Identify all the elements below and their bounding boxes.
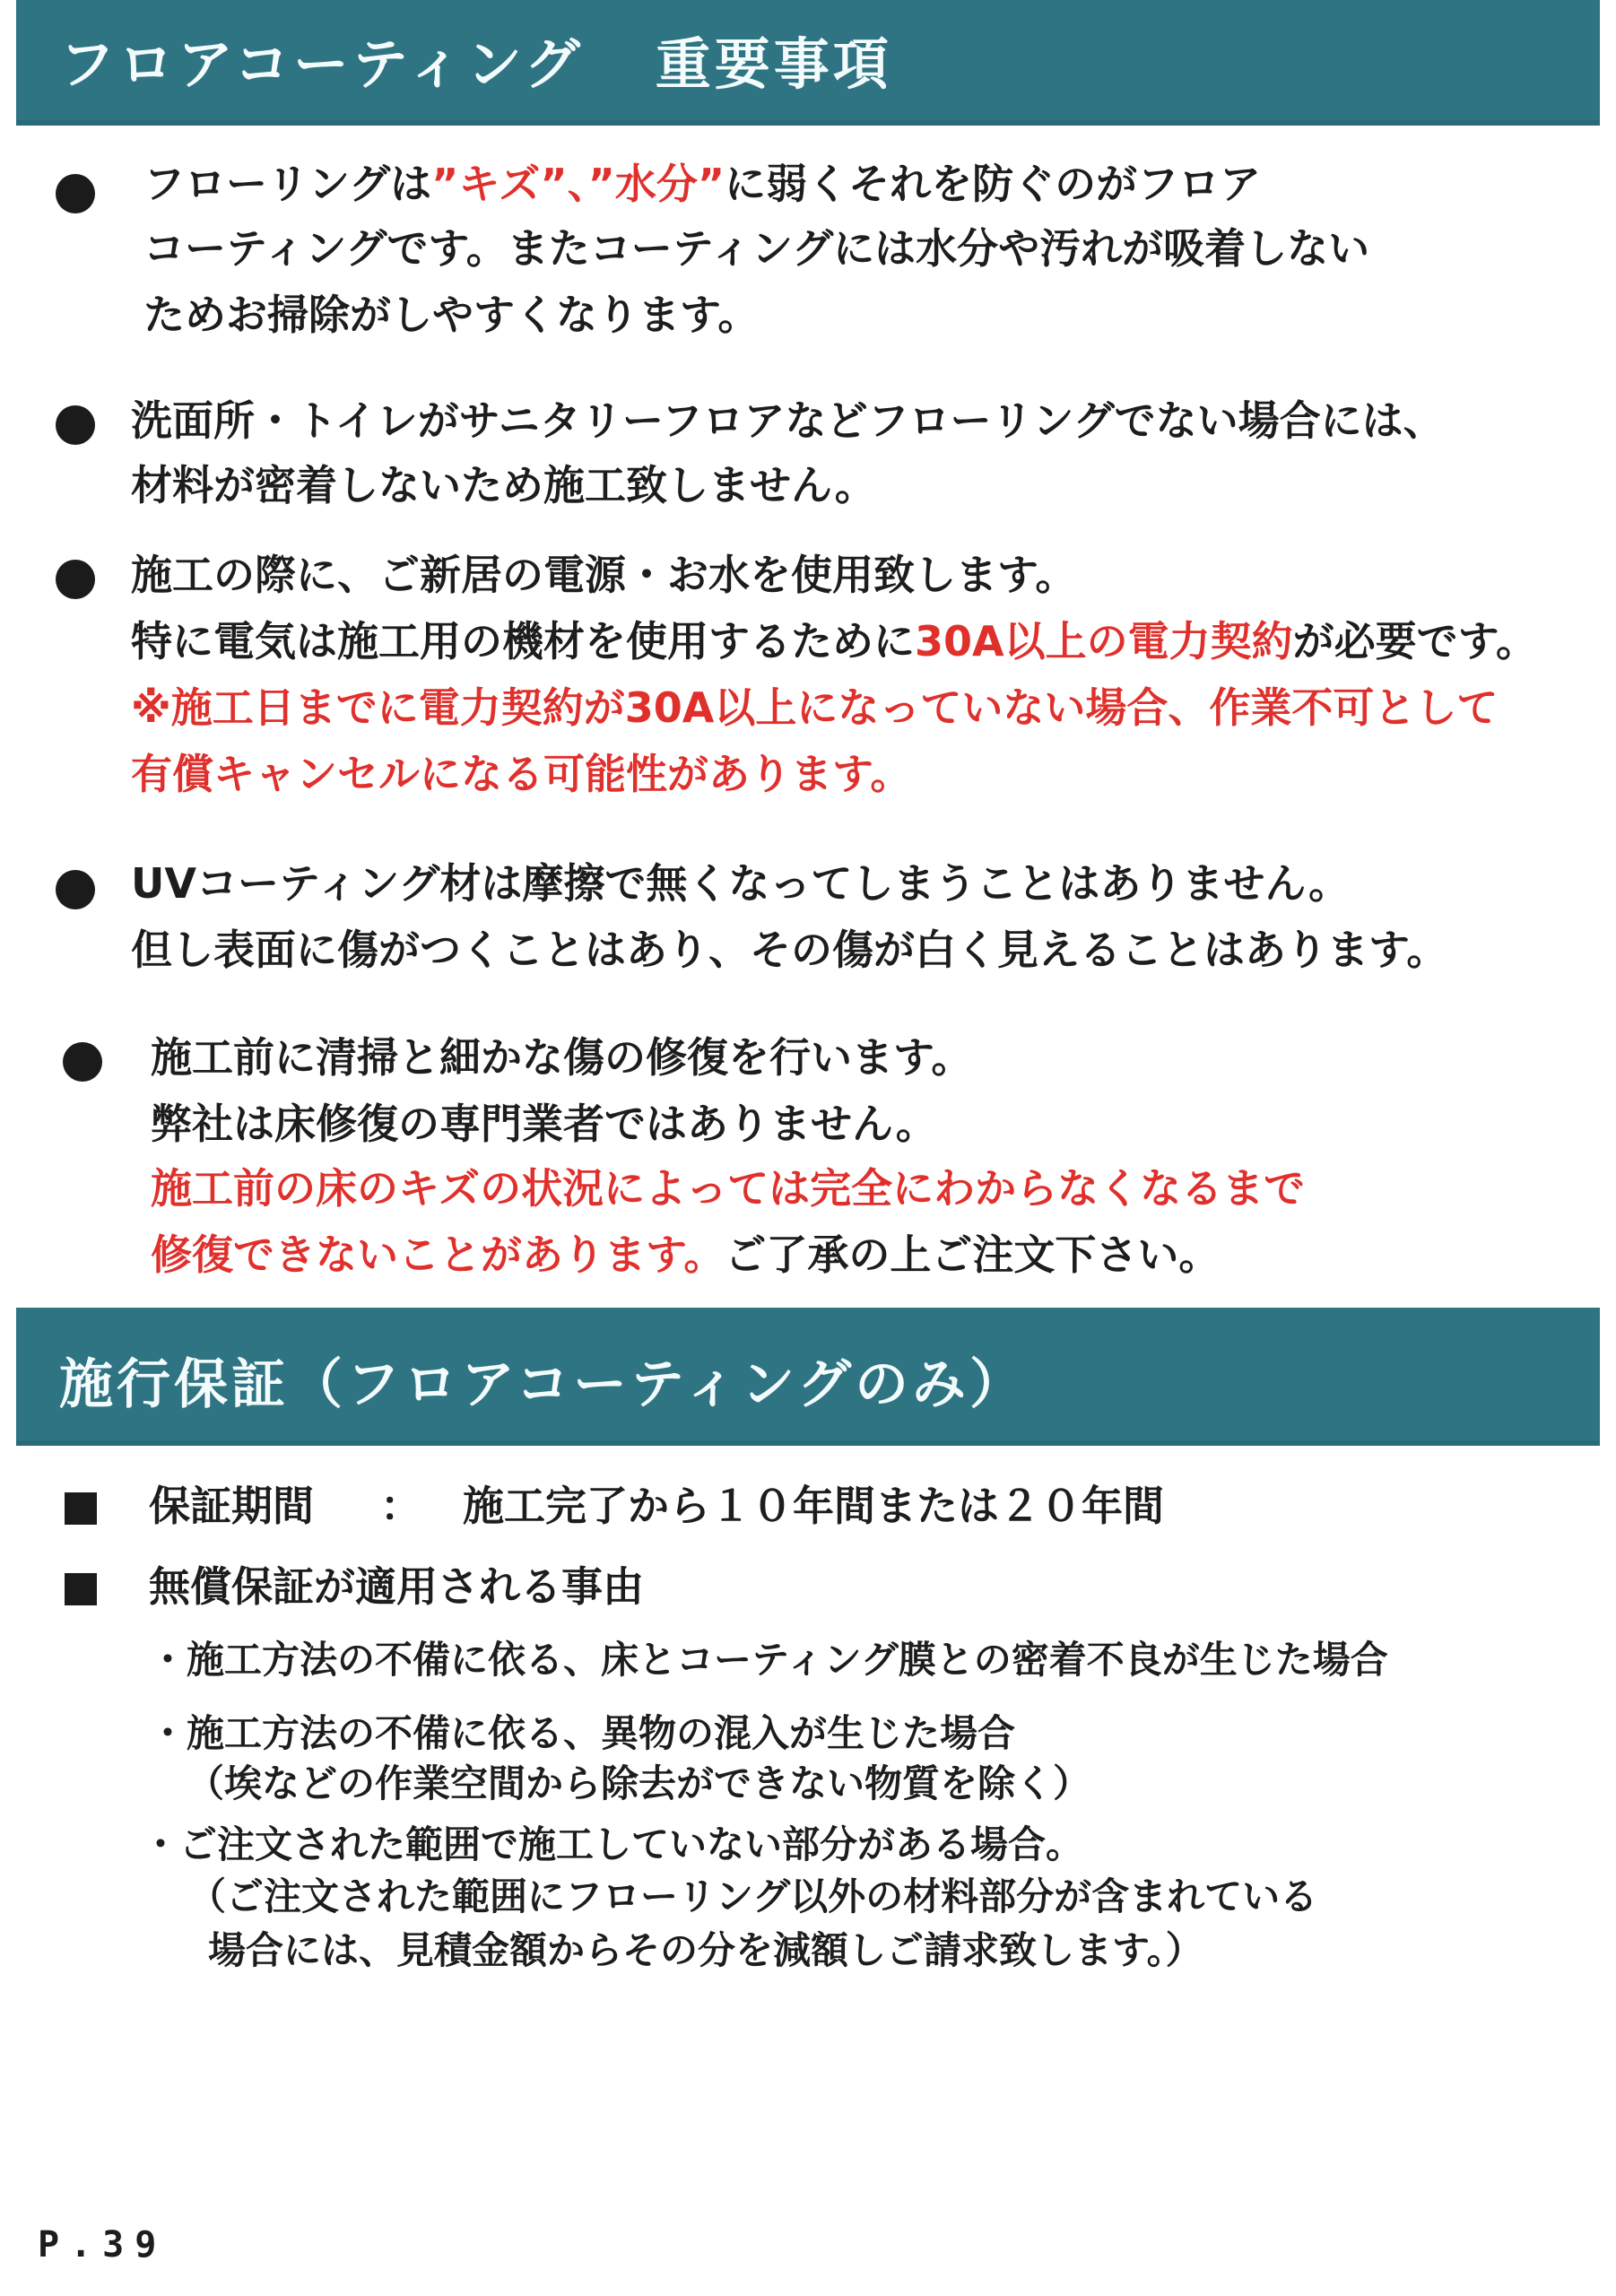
- item5-warning-line2: 修復できないことがあります。: [151, 1231, 725, 1279]
- warranty-period-separator: ：: [380, 1482, 421, 1530]
- bullet-icon: [56, 174, 95, 213]
- bullet-icon: [63, 1042, 102, 1082]
- bullet-icon: [56, 870, 95, 909]
- item5-line4: [151, 1231, 1221, 1279]
- warranty-reasons-title: 無償保証が適用される事由: [149, 1562, 644, 1611]
- section-title: [59, 20, 892, 100]
- page-number: P.39: [38, 2224, 168, 2266]
- section-title-sub: 重要事項: [655, 31, 892, 97]
- warranty-period-value: 施工完了から１０年間または２０年間: [463, 1482, 1164, 1530]
- item1-line1-tail: に弱くそれを防ぐのがフロア: [725, 160, 1262, 208]
- item5-warning-line1: 施工前の床のキズの状況によっては完全にわからなくなるまで: [151, 1164, 1306, 1213]
- item5-line1: 施工前に清掃と細かな傷の修復を行います。: [151, 1033, 973, 1082]
- item3-line2: [131, 617, 1537, 665]
- bullet-icon: [56, 560, 95, 599]
- square-bullet-icon: [65, 1573, 97, 1605]
- item3-line2-tail: が必要です。: [1292, 617, 1537, 665]
- warranty-period-label: 保証期間: [149, 1482, 314, 1530]
- section-title-main: フロアコーティング: [59, 31, 584, 97]
- item5-line2: 弊社は床修復の専門業者ではありません。: [151, 1100, 937, 1148]
- warranty-reason-3-note-line1: （ご注文された範囲にフローリング以外の材料部分が含まれている: [188, 1874, 1318, 1918]
- item1-highlight: ”キズ”、”水分”: [431, 160, 725, 208]
- warranty-reason-2-note: （埃などの作業空間から除去ができない物質を除く）: [187, 1761, 1091, 1805]
- item3-line2-text: 特に電気は施工用の機材を使用するために: [131, 617, 915, 665]
- item2-line2: 材料が密着しないため施工致しません。: [131, 461, 876, 509]
- item1-line1-text: フローリングは: [143, 160, 432, 208]
- item3-highlight: 30A以上の電力契約: [915, 617, 1293, 665]
- warranty-reason-3: ・ご注文された範囲で施工していない部分がある場合。: [142, 1822, 1084, 1866]
- item1-line1: [143, 160, 1262, 208]
- section-title: 施行保証（フロアコーティングのみ）: [59, 1353, 1027, 1416]
- section-header-warranty: [16, 1308, 1600, 1446]
- item3-line1: 施工の際に、ご新居の電源・お水を使用致します。: [131, 551, 1077, 599]
- warranty-reason-1: ・施工方法の不備に依る、床とコーティング膜との密着不良が生じた場合: [149, 1638, 1388, 1682]
- section-header-important-notes: [16, 0, 1600, 126]
- item2-line1: 洗面所・トイレがサニタリーフロアなどフローリングでない場合には、: [131, 396, 1445, 445]
- item3-warning-line2: 有償キャンセルになる可能性があります。: [131, 750, 912, 798]
- warranty-reason-2: ・施工方法の不備に依る、異物の混入が生じた場合: [149, 1711, 1016, 1755]
- bullet-icon: [56, 405, 95, 445]
- item1-line3: ためお掃除がしやすくなります。: [143, 291, 760, 339]
- item5-line4-tail: ご了承の上ご注文下さい。: [725, 1231, 1221, 1279]
- item4-line1: UVコーティング材は摩擦で無くなってしまうことはありません。: [131, 859, 1351, 908]
- item4-line2: 但し表面に傷がつくことはあり、その傷が白く見えることはあります。: [131, 926, 1448, 974]
- item1-line2: コーティングです。またコーティングには水分や汚れが吸着しない: [143, 224, 1370, 273]
- warranty-reason-3-note-line2: 場合には、見積金額からその分を減額しご請求致します。）: [208, 1928, 1203, 1972]
- item3-warning-line1: ※施工日までに電力契約が30A以上になっていない場合、作業不可として: [131, 683, 1499, 732]
- square-bullet-icon: [65, 1492, 97, 1525]
